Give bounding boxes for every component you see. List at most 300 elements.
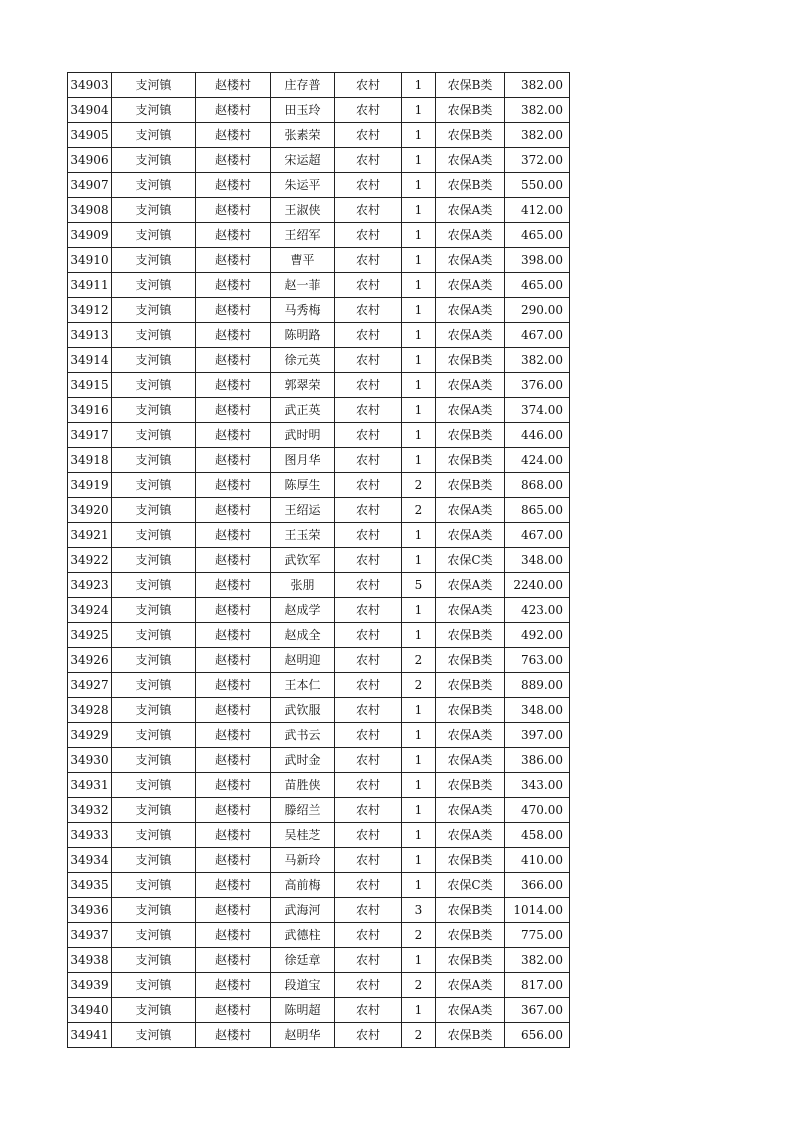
member-count-cell: 1 <box>402 423 436 448</box>
insurance-category-cell: 农保B类 <box>436 473 505 498</box>
amount-cell: 343.00 <box>505 773 570 798</box>
amount-cell: 458.00 <box>505 823 570 848</box>
village-cell: 赵楼村 <box>196 448 271 473</box>
insurance-category-cell: 农保B类 <box>436 648 505 673</box>
household-type-cell: 农村 <box>335 973 402 998</box>
person-name-cell: 郭翠荣 <box>271 373 335 398</box>
record-id-cell: 34917 <box>68 423 112 448</box>
village-cell: 赵楼村 <box>196 348 271 373</box>
household-type-cell: 农村 <box>335 723 402 748</box>
table-row <box>68 998 570 1023</box>
person-name-cell: 苗胜侠 <box>271 773 335 798</box>
town-cell: 支河镇 <box>112 248 196 273</box>
village-cell: 赵楼村 <box>196 848 271 873</box>
person-name-cell: 高前梅 <box>271 873 335 898</box>
person-name-cell: 武书云 <box>271 723 335 748</box>
village-cell: 赵楼村 <box>196 373 271 398</box>
town-cell: 支河镇 <box>112 473 196 498</box>
town-cell: 支河镇 <box>112 948 196 973</box>
person-name-cell: 武德柱 <box>271 923 335 948</box>
table-row <box>68 298 570 323</box>
record-id-cell: 34919 <box>68 473 112 498</box>
village-cell: 赵楼村 <box>196 98 271 123</box>
insurance-category-cell: 农保B类 <box>436 348 505 373</box>
village-cell: 赵楼村 <box>196 523 271 548</box>
table-row <box>68 273 570 298</box>
table-row <box>68 1023 570 1048</box>
household-type-cell: 农村 <box>335 848 402 873</box>
table-row <box>68 323 570 348</box>
town-cell: 支河镇 <box>112 148 196 173</box>
amount-cell: 550.00 <box>505 173 570 198</box>
table-row <box>68 123 570 148</box>
amount-cell: 348.00 <box>505 548 570 573</box>
household-type-cell: 农村 <box>335 423 402 448</box>
household-type-cell: 农村 <box>335 198 402 223</box>
town-cell: 支河镇 <box>112 123 196 148</box>
member-count-cell: 2 <box>402 973 436 998</box>
amount-cell: 410.00 <box>505 848 570 873</box>
member-count-cell: 2 <box>402 473 436 498</box>
amount-cell: 348.00 <box>505 698 570 723</box>
person-name-cell: 武钦军 <box>271 548 335 573</box>
table-row <box>68 923 570 948</box>
household-type-cell: 农村 <box>335 498 402 523</box>
village-cell: 赵楼村 <box>196 698 271 723</box>
village-cell: 赵楼村 <box>196 823 271 848</box>
town-cell: 支河镇 <box>112 173 196 198</box>
amount-cell: 386.00 <box>505 748 570 773</box>
record-id-cell: 34915 <box>68 373 112 398</box>
record-id-cell: 34929 <box>68 723 112 748</box>
village-cell: 赵楼村 <box>196 673 271 698</box>
member-count-cell: 1 <box>402 273 436 298</box>
insurance-category-cell: 农保A类 <box>436 298 505 323</box>
person-name-cell: 田玉玲 <box>271 98 335 123</box>
village-cell: 赵楼村 <box>196 123 271 148</box>
household-type-cell: 农村 <box>335 123 402 148</box>
village-cell: 赵楼村 <box>196 73 271 98</box>
insurance-category-cell: 农保B类 <box>436 423 505 448</box>
town-cell: 支河镇 <box>112 273 196 298</box>
record-id-cell: 34934 <box>68 848 112 873</box>
household-type-cell: 农村 <box>335 748 402 773</box>
insurance-category-cell: 农保A类 <box>436 223 505 248</box>
insurance-category-cell: 农保B类 <box>436 923 505 948</box>
village-cell: 赵楼村 <box>196 498 271 523</box>
table-row <box>68 223 570 248</box>
amount-cell: 398.00 <box>505 248 570 273</box>
village-cell: 赵楼村 <box>196 298 271 323</box>
insurance-category-cell: 农保A类 <box>436 573 505 598</box>
household-type-cell: 农村 <box>335 273 402 298</box>
household-type-cell: 农村 <box>335 823 402 848</box>
record-id-cell: 34924 <box>68 598 112 623</box>
amount-cell: 372.00 <box>505 148 570 173</box>
village-cell: 赵楼村 <box>196 548 271 573</box>
record-id-cell: 34907 <box>68 173 112 198</box>
record-id-cell: 34903 <box>68 73 112 98</box>
insurance-category-cell: 农保A类 <box>436 323 505 348</box>
amount-cell: 367.00 <box>505 998 570 1023</box>
household-type-cell: 农村 <box>335 298 402 323</box>
insurance-category-cell: 农保B类 <box>436 1023 505 1048</box>
village-cell: 赵楼村 <box>196 648 271 673</box>
household-type-cell: 农村 <box>335 1023 402 1048</box>
table-row <box>68 748 570 773</box>
village-cell: 赵楼村 <box>196 323 271 348</box>
record-id-cell: 34922 <box>68 548 112 573</box>
member-count-cell: 3 <box>402 898 436 923</box>
insurance-category-cell: 农保A类 <box>436 148 505 173</box>
table-row <box>68 498 570 523</box>
town-cell: 支河镇 <box>112 198 196 223</box>
table-row <box>68 148 570 173</box>
person-name-cell: 武时明 <box>271 423 335 448</box>
table-row <box>68 523 570 548</box>
person-name-cell: 武海河 <box>271 898 335 923</box>
person-name-cell: 赵成全 <box>271 623 335 648</box>
person-name-cell: 马新玲 <box>271 848 335 873</box>
household-type-cell: 农村 <box>335 998 402 1023</box>
person-name-cell: 庄存普 <box>271 73 335 98</box>
town-cell: 支河镇 <box>112 673 196 698</box>
insurance-category-cell: 农保A类 <box>436 998 505 1023</box>
insurance-category-cell: 农保B类 <box>436 623 505 648</box>
table-row <box>68 98 570 123</box>
insurance-category-cell: 农保A类 <box>436 973 505 998</box>
amount-cell: 382.00 <box>505 948 570 973</box>
record-id-cell: 34906 <box>68 148 112 173</box>
village-cell: 赵楼村 <box>196 873 271 898</box>
person-name-cell: 赵明华 <box>271 1023 335 1048</box>
household-type-cell: 农村 <box>335 923 402 948</box>
table-row <box>68 198 570 223</box>
person-name-cell: 王本仁 <box>271 673 335 698</box>
record-id-cell: 34910 <box>68 248 112 273</box>
person-name-cell: 徐廷章 <box>271 948 335 973</box>
amount-cell: 865.00 <box>505 498 570 523</box>
amount-cell: 470.00 <box>505 798 570 823</box>
insurance-category-cell: 农保B类 <box>436 448 505 473</box>
member-count-cell: 1 <box>402 348 436 373</box>
table-row <box>68 373 570 398</box>
table-row <box>68 723 570 748</box>
person-name-cell: 朱运平 <box>271 173 335 198</box>
member-count-cell: 1 <box>402 523 436 548</box>
amount-cell: 423.00 <box>505 598 570 623</box>
amount-cell: 382.00 <box>505 98 570 123</box>
insurance-category-cell: 农保B类 <box>436 173 505 198</box>
person-name-cell: 张素荣 <box>271 123 335 148</box>
town-cell: 支河镇 <box>112 723 196 748</box>
insurance-category-cell: 农保A类 <box>436 748 505 773</box>
town-cell: 支河镇 <box>112 348 196 373</box>
member-count-cell: 1 <box>402 698 436 723</box>
person-name-cell: 武正英 <box>271 398 335 423</box>
town-cell: 支河镇 <box>112 748 196 773</box>
amount-cell: 492.00 <box>505 623 570 648</box>
household-type-cell: 农村 <box>335 348 402 373</box>
town-cell: 支河镇 <box>112 523 196 548</box>
village-cell: 赵楼村 <box>196 723 271 748</box>
insurance-category-cell: 农保B类 <box>436 898 505 923</box>
insurance-category-cell: 农保B类 <box>436 673 505 698</box>
member-count-cell: 1 <box>402 448 436 473</box>
amount-cell: 397.00 <box>505 723 570 748</box>
insurance-category-cell: 农保A类 <box>436 198 505 223</box>
household-type-cell: 农村 <box>335 598 402 623</box>
insurance-category-cell: 农保C类 <box>436 873 505 898</box>
person-name-cell: 赵成学 <box>271 598 335 623</box>
amount-cell: 366.00 <box>505 873 570 898</box>
insurance-category-cell: 农保A类 <box>436 398 505 423</box>
town-cell: 支河镇 <box>112 548 196 573</box>
person-name-cell: 徐元英 <box>271 348 335 373</box>
household-type-cell: 农村 <box>335 323 402 348</box>
record-id-cell: 34928 <box>68 698 112 723</box>
member-count-cell: 1 <box>402 223 436 248</box>
record-id-cell: 34925 <box>68 623 112 648</box>
record-id-cell: 34921 <box>68 523 112 548</box>
person-name-cell: 王淑侠 <box>271 198 335 223</box>
amount-cell: 467.00 <box>505 323 570 348</box>
amount-cell: 376.00 <box>505 373 570 398</box>
member-count-cell: 5 <box>402 573 436 598</box>
insurance-category-cell: 农保B类 <box>436 848 505 873</box>
member-count-cell: 1 <box>402 148 436 173</box>
member-count-cell: 1 <box>402 623 436 648</box>
person-name-cell: 图月华 <box>271 448 335 473</box>
record-id-cell: 34912 <box>68 298 112 323</box>
person-name-cell: 赵明迎 <box>271 648 335 673</box>
member-count-cell: 1 <box>402 723 436 748</box>
insurance-category-cell: 农保B类 <box>436 948 505 973</box>
town-cell: 支河镇 <box>112 423 196 448</box>
member-count-cell: 1 <box>402 748 436 773</box>
amount-cell: 382.00 <box>505 123 570 148</box>
record-id-cell: 34908 <box>68 198 112 223</box>
amount-cell: 446.00 <box>505 423 570 448</box>
town-cell: 支河镇 <box>112 373 196 398</box>
member-count-cell: 1 <box>402 848 436 873</box>
table-row <box>68 598 570 623</box>
town-cell: 支河镇 <box>112 73 196 98</box>
town-cell: 支河镇 <box>112 648 196 673</box>
member-count-cell: 1 <box>402 823 436 848</box>
table-row <box>68 798 570 823</box>
member-count-cell: 1 <box>402 98 436 123</box>
member-count-cell: 1 <box>402 773 436 798</box>
household-type-cell: 农村 <box>335 373 402 398</box>
insurance-category-cell: 农保C类 <box>436 548 505 573</box>
insurance-category-cell: 农保A类 <box>436 248 505 273</box>
person-name-cell: 武钦服 <box>271 698 335 723</box>
town-cell: 支河镇 <box>112 223 196 248</box>
table-row <box>68 898 570 923</box>
town-cell: 支河镇 <box>112 598 196 623</box>
amount-cell: 1014.00 <box>505 898 570 923</box>
table-row <box>68 823 570 848</box>
insurance-category-cell: 农保A类 <box>436 523 505 548</box>
member-count-cell: 1 <box>402 123 436 148</box>
town-cell: 支河镇 <box>112 798 196 823</box>
table-row <box>68 173 570 198</box>
record-id-cell: 34914 <box>68 348 112 373</box>
village-cell: 赵楼村 <box>196 148 271 173</box>
household-type-cell: 农村 <box>335 548 402 573</box>
household-type-cell: 农村 <box>335 248 402 273</box>
village-cell: 赵楼村 <box>196 948 271 973</box>
member-count-cell: 1 <box>402 873 436 898</box>
member-count-cell: 1 <box>402 598 436 623</box>
household-type-cell: 农村 <box>335 173 402 198</box>
village-cell: 赵楼村 <box>196 248 271 273</box>
table-row <box>68 873 570 898</box>
town-cell: 支河镇 <box>112 698 196 723</box>
village-cell: 赵楼村 <box>196 198 271 223</box>
record-id-cell: 34935 <box>68 873 112 898</box>
table-row <box>68 648 570 673</box>
record-id-cell: 34920 <box>68 498 112 523</box>
amount-cell: 817.00 <box>505 973 570 998</box>
village-cell: 赵楼村 <box>196 423 271 448</box>
record-id-cell: 34939 <box>68 973 112 998</box>
table-row <box>68 348 570 373</box>
insurance-category-cell: 农保A类 <box>436 598 505 623</box>
town-cell: 支河镇 <box>112 873 196 898</box>
record-id-cell: 34933 <box>68 823 112 848</box>
town-cell: 支河镇 <box>112 498 196 523</box>
table-row <box>68 73 570 98</box>
record-id-cell: 34936 <box>68 898 112 923</box>
town-cell: 支河镇 <box>112 998 196 1023</box>
table-row <box>68 848 570 873</box>
member-count-cell: 2 <box>402 923 436 948</box>
village-cell: 赵楼村 <box>196 898 271 923</box>
member-count-cell: 1 <box>402 998 436 1023</box>
town-cell: 支河镇 <box>112 848 196 873</box>
roster-body <box>68 73 570 1048</box>
record-id-cell: 34938 <box>68 948 112 973</box>
record-id-cell: 34931 <box>68 773 112 798</box>
town-cell: 支河镇 <box>112 923 196 948</box>
person-name-cell: 王绍军 <box>271 223 335 248</box>
table-row <box>68 548 570 573</box>
amount-cell: 467.00 <box>505 523 570 548</box>
member-count-cell: 1 <box>402 198 436 223</box>
village-cell: 赵楼村 <box>196 773 271 798</box>
record-id-cell: 34941 <box>68 1023 112 1048</box>
record-id-cell: 34927 <box>68 673 112 698</box>
amount-cell: 382.00 <box>505 73 570 98</box>
village-cell: 赵楼村 <box>196 998 271 1023</box>
member-count-cell: 2 <box>402 673 436 698</box>
member-count-cell: 2 <box>402 498 436 523</box>
record-id-cell: 34930 <box>68 748 112 773</box>
member-count-cell: 1 <box>402 948 436 973</box>
table-row <box>68 398 570 423</box>
record-id-cell: 34923 <box>68 573 112 598</box>
amount-cell: 889.00 <box>505 673 570 698</box>
household-type-cell: 农村 <box>335 148 402 173</box>
person-name-cell: 王玉荣 <box>271 523 335 548</box>
household-type-cell: 农村 <box>335 898 402 923</box>
amount-cell: 656.00 <box>505 1023 570 1048</box>
village-cell: 赵楼村 <box>196 1023 271 1048</box>
household-type-cell: 农村 <box>335 773 402 798</box>
person-name-cell: 张朋 <box>271 573 335 598</box>
insurance-category-cell: 农保B类 <box>436 73 505 98</box>
person-name-cell: 段道宝 <box>271 973 335 998</box>
table-row <box>68 248 570 273</box>
insurance-category-cell: 农保B类 <box>436 698 505 723</box>
amount-cell: 382.00 <box>505 348 570 373</box>
amount-cell: 763.00 <box>505 648 570 673</box>
town-cell: 支河镇 <box>112 448 196 473</box>
amount-cell: 424.00 <box>505 448 570 473</box>
record-id-cell: 34913 <box>68 323 112 348</box>
village-cell: 赵楼村 <box>196 748 271 773</box>
household-type-cell: 农村 <box>335 98 402 123</box>
member-count-cell: 1 <box>402 248 436 273</box>
table-row <box>68 673 570 698</box>
amount-cell: 465.00 <box>505 223 570 248</box>
village-cell: 赵楼村 <box>196 923 271 948</box>
household-type-cell: 农村 <box>335 623 402 648</box>
person-name-cell: 曹平 <box>271 248 335 273</box>
amount-cell: 868.00 <box>505 473 570 498</box>
household-type-cell: 农村 <box>335 523 402 548</box>
amount-cell: 374.00 <box>505 398 570 423</box>
record-id-cell: 34916 <box>68 398 112 423</box>
household-type-cell: 农村 <box>335 473 402 498</box>
member-count-cell: 1 <box>402 373 436 398</box>
insurance-category-cell: 农保A类 <box>436 798 505 823</box>
table-row <box>68 623 570 648</box>
amount-cell: 290.00 <box>505 298 570 323</box>
village-cell: 赵楼村 <box>196 598 271 623</box>
town-cell: 支河镇 <box>112 773 196 798</box>
table-row <box>68 448 570 473</box>
household-type-cell: 农村 <box>335 698 402 723</box>
village-cell: 赵楼村 <box>196 798 271 823</box>
table-row <box>68 573 570 598</box>
person-name-cell: 赵一菲 <box>271 273 335 298</box>
town-cell: 支河镇 <box>112 1023 196 1048</box>
person-name-cell: 陈厚生 <box>271 473 335 498</box>
insurance-category-cell: 农保A类 <box>436 723 505 748</box>
town-cell: 支河镇 <box>112 973 196 998</box>
town-cell: 支河镇 <box>112 98 196 123</box>
member-count-cell: 1 <box>402 548 436 573</box>
record-id-cell: 34940 <box>68 998 112 1023</box>
village-cell: 赵楼村 <box>196 573 271 598</box>
household-type-cell: 农村 <box>335 223 402 248</box>
table-row <box>68 948 570 973</box>
town-cell: 支河镇 <box>112 898 196 923</box>
village-cell: 赵楼村 <box>196 973 271 998</box>
record-id-cell: 34911 <box>68 273 112 298</box>
household-type-cell: 农村 <box>335 398 402 423</box>
town-cell: 支河镇 <box>112 823 196 848</box>
amount-cell: 465.00 <box>505 273 570 298</box>
household-type-cell: 农村 <box>335 948 402 973</box>
record-id-cell: 34909 <box>68 223 112 248</box>
record-id-cell: 34937 <box>68 923 112 948</box>
table-row <box>68 973 570 998</box>
amount-cell: 2240.00 <box>505 573 570 598</box>
